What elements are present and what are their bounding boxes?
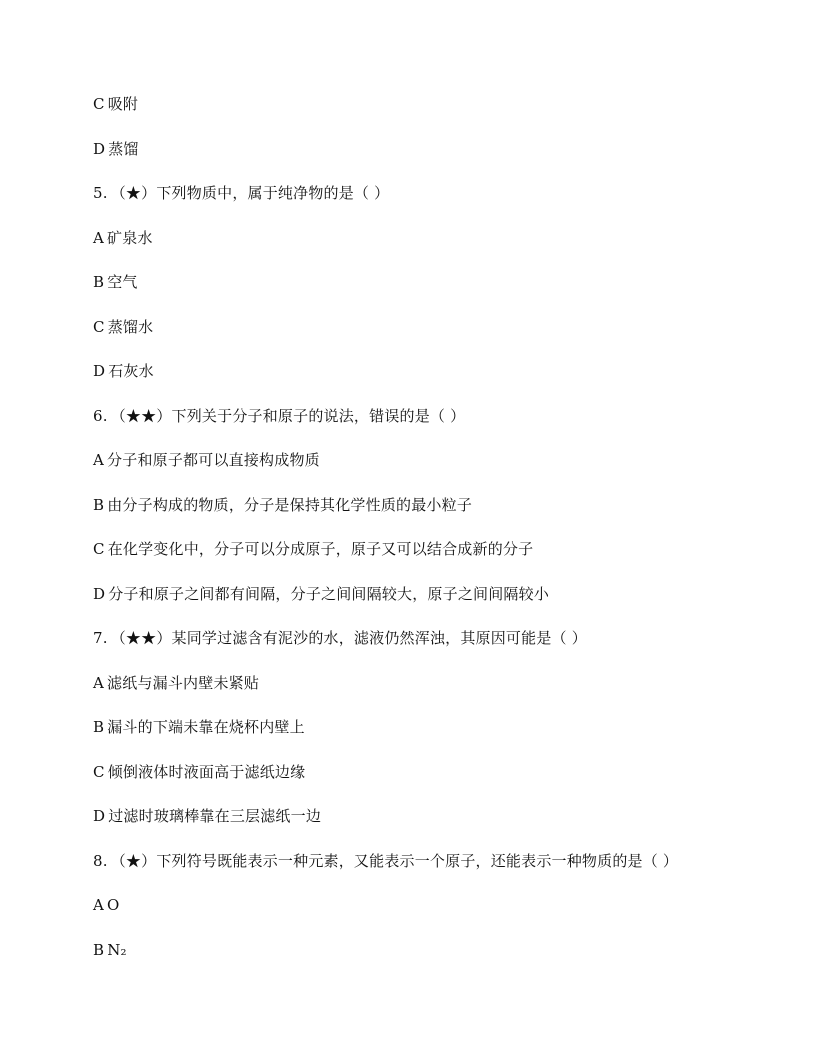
option-label: D [93, 807, 106, 825]
question-6 [93, 406, 465, 426]
option-text: 过滤时玻璃棒靠在三层滤纸一边 [108, 807, 322, 825]
option-b-line [93, 272, 138, 292]
option-label: C [93, 540, 105, 558]
option-b-line [93, 717, 305, 737]
question-number: 8. [93, 852, 108, 870]
option-label: B [93, 941, 105, 959]
question-5 [93, 183, 389, 203]
question-7 [93, 628, 587, 648]
option-text: 石灰水 [108, 362, 154, 380]
question-text: （★★）某同学过滤含有泥沙的水，滤液仍然浑浊，其原因可能是（ ） [110, 629, 587, 647]
option-a-line [93, 228, 153, 248]
question-text: （★）下列符号既能表示一种元素，又能表示一个原子，还能表示一种物质的是（ ） [110, 852, 679, 870]
option-c-line [93, 317, 153, 337]
option-text: 吸附 [107, 95, 139, 113]
option-label: B [93, 718, 105, 736]
option-label: B [93, 496, 105, 514]
option-text: N₂ [107, 941, 127, 959]
question-8 [93, 851, 678, 871]
option-label: A [93, 451, 105, 469]
option-label: D [93, 585, 106, 603]
option-text: 在化学变化中，分子可以分成原子，原子又可以结合成新的分子 [107, 540, 534, 558]
option-text: 蒸馏 [108, 140, 139, 158]
question-text: （★★）下列关于分子和原子的说法，错误的是（ ） [110, 407, 466, 425]
question-number: 6. [93, 407, 108, 425]
option-c-line [93, 94, 138, 114]
option-label: A [93, 674, 105, 692]
option-text: 倾倒液体时液面高于滤纸边缘 [107, 763, 306, 781]
option-b-line [93, 495, 472, 515]
option-d-line [93, 584, 549, 604]
question-number: 5. [93, 184, 108, 202]
option-a-line [93, 450, 320, 470]
option-label: D [93, 140, 106, 158]
option-text: 由分子构成的物质，分子是保持其化学性质的最小粒子 [107, 496, 473, 514]
option-text: 空气 [107, 273, 138, 291]
option-label: C [93, 763, 105, 781]
option-b-line [93, 940, 127, 960]
option-c-line [93, 539, 533, 559]
option-label: A [93, 229, 105, 247]
option-text: 分子和原子之间都有间隔，分子之间间隔较大，原子之间间隔较小 [108, 585, 550, 603]
option-label: C [93, 318, 105, 336]
option-label: C [93, 95, 105, 113]
option-d-line [93, 139, 139, 159]
option-text: 蒸馏水 [107, 318, 154, 336]
option-label: D [93, 362, 106, 380]
option-label: B [93, 273, 105, 291]
question-text: （★）下列物质中，属于纯净物的是（ ） [110, 184, 390, 202]
option-a-line [93, 895, 120, 915]
option-text: 滤纸与漏斗内壁未紧贴 [107, 674, 260, 692]
option-text: O [107, 896, 120, 914]
question-number: 7. [93, 629, 108, 647]
option-text: 分子和原子都可以直接构成物质 [107, 451, 320, 469]
option-label: A [93, 896, 105, 914]
option-text: 矿泉水 [107, 229, 153, 247]
option-d-line [93, 806, 321, 826]
option-c-line [93, 762, 305, 782]
option-d-line [93, 361, 154, 381]
option-text: 漏斗的下端未靠在烧杯内壁上 [107, 718, 305, 736]
option-a-line [93, 673, 259, 693]
